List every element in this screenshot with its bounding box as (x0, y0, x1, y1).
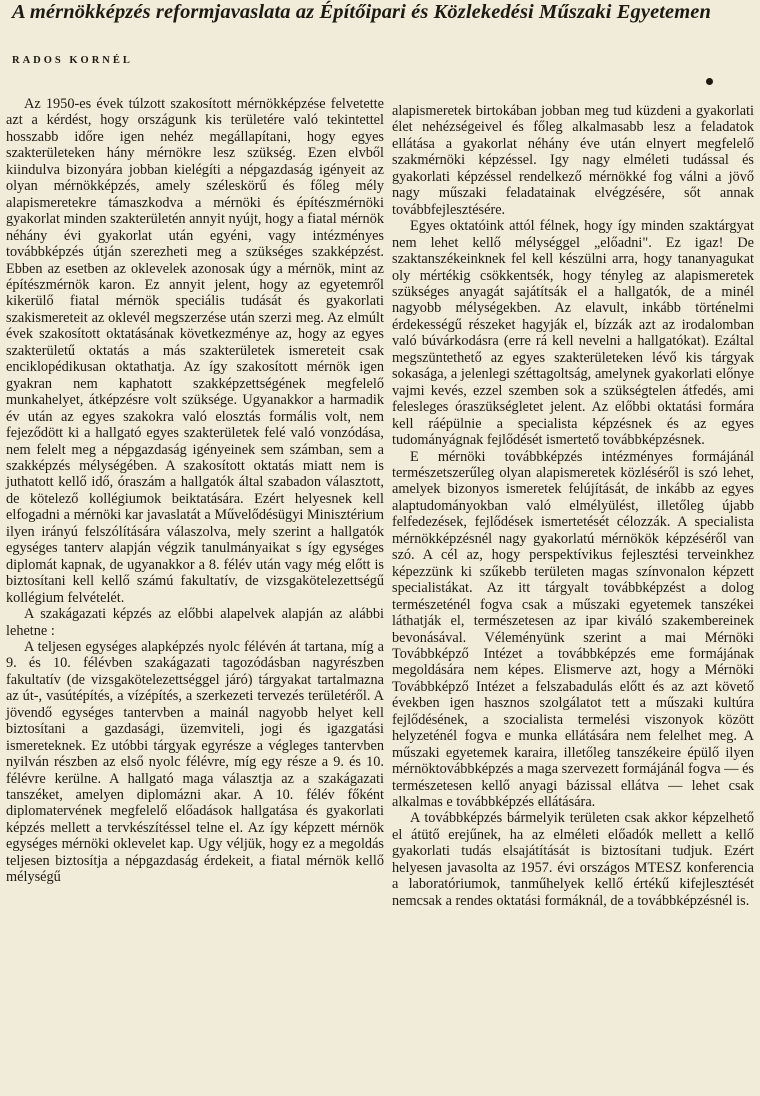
paragraph: Egyes oktatóink attól félnek, hogy így minden szaktárgyat nem lehet kellő mélységgel „előadni". Ez igaz! De szaktanszékeinknek fel kell készülni arra, hogy tananyagukat oly mértékig csökkentsék, hogy tényleg az alapismeretek szükséges anyagát sajátítsák el a hallgatók, de a minél nagyobb mélységekben. Az elavult, inkább történelmi érdekességű részeket hagyják el, bízzák azt az irodalomban való búvárkodásra (erre rá kell nevelni a hallgatókat). Ezáltal megszüntethető az egyes szakterületeken lévő kis tárgyak sokasága, a jelenlegi széttagoltság, amelynek gyakorlati előnye vajmi kevés, ezzel szemben sok a szükségtelen átfedés, ami felesleges óraszükségletet jelent. Az előbbi oktatási formára kell ráépülnie a specialista képzésnek és az egyes tudományágnak fejlődését ismertető továbbképzésnek. (392, 218, 754, 449)
paragraph: A teljesen egységes alapképzés nyolc félévén át tartana, míg a 9. és 10. félévben szakágazati tagozódásban nagyrészben fakultatív (de vizsgakötelezettséggel járó) tárgyakat tartalmazna az út-, vasútépítés, a vízépítés, a szerkezeti tervezés területéről. A jövendő egységes tantervben a mainál nagyobb helyet kell biztosítani a gazdasági, üzemviteli, jogi és igazgatási ismereteknek. Ez utóbbi tárgyak egyrésze a végleges tantervben nyilván részben az első nyolc félévre, míg egy része a 9. és 10. félévre kerülne. A hallgató maga választja az a szakágazati tanszéket, amelyen diplomázni akar. A 10. félév főként diplomatervének megfelelő előadások hallgatása és gyakorlati képzés mellett a tervkészítéssel telne el. Az így képzett mérnök egységes mérnöki oklevelet kap. Ugy véljük, hogy ez a megoldás teljesen biztosítja a népgazdaság érdekeit, a fiatal mérnök kellő mélységű (6, 638, 384, 886)
paragraph: E mérnöki továbbképzés intézményes formájánál természetszerűleg olyan alapismeretek közléséről is szó lehet, amelyek bizonyos ismeretek felújítását, de inkább az egyes alaptudományokban való elmélyülést, illetőleg újabb felfedezések, fejlődések ismertetését célozzák. A specialista mérnökképzésnél nagy gyakorlatú mérnökök képzéséről van szó. A cél az, hogy perspektívikus fejlesztési terveinkhez képezzünk ki szűkebb területen magas színvonalon képzett specialistákat. Az itt tárgyalt továbbképzést a dolog természeténél fogva csak a műszaki egyetemek tanszékei láthatják el, természetesen az ipar kiváló szakembereinek bevonásával. Véleményünk szerint a mai Mérnöki Továbbképző Intézet a továbbképzés eme formájának megoldására nem képes. Elismerve azt, hogy a Mérnöki Továbbképző Intézet a felszabadulás előtt és az azt követő években igen hasznos szolgálatot tett a műszaki kultúra fejlődésének, a szocialista termelési viszonyok között helyzeténél fogva e munka ellátására nem felelhet meg. A műszaki egyetemek karaira, illetőleg tanszékeire épülő ilyen mérnöktovábbképzés a maga szervezett formájánál fogva — és természetesen kellő anyagi bázissal ellátva — lehet csak alkalmas e továbbképzés ellátására. (392, 448, 754, 811)
left-column (6, 96, 384, 886)
paragraph: Az 1950-es évek túlzott szakosított mérnökképzése felvetette azt a kérdést, hogy országunk kis területére való tekintettel hosszabb időre igen nehéz megállapítani, hogy egyes szakterületeken hány mérnökre lesz szükség. Ezen elvből kiindulva bizonyára jobban kielégíti a népgazdaság igényeit az olyan mérnökképzés, amely széleskörű és főleg mély alapismeretekre támaszkodva a mérnöki és építészmérnöki gyakorlat minden szakterületén annyit nyújt, hogy a fiatal mérnök néhány évi gyakorlat után egyéni, vagy intézményes továbbképzés útján szerezheti meg a szükséges szakképzést. Ebben az esetben az oklevelek azonosak úgy a mérnök, mint az építészmérnök karon. Ez annyit jelent, hogy az egyetemről kikerülő fiatal mérnök speciális tudását és gyakorlati szakismereteit az oklevél megszerzése után szerzi meg. Az elmúlt évek szakosított oktatásának következménye az, hogy az egyes szakterületű oktatás a más szakterületek ismereteit csak enciklopédikusan oktathatja. Az így szakosított mérnök igen gyakran nem kaphatott szakképzettségének megfelelő munkahelyet, átképzésre volt szüksége. Ugyanakkor a harmadik év után az egyes szakokra való elosztás formális volt, nem fejeződött ki a hallgató egyes szakterületek felé való vonzódása, nem felelt meg a népgazdaság igényeinek sem számban, sem a szakképzés mélységében. A szakosított oktatás miatt nem is juthatott kellő idő, óraszám a hallgatók által szabadon választott, de kötelező kollégiumok beiktatására. Ezért helyesnek kell elfogadni a mérnöki kar javaslatát a Művelődésügyi Minisztérium ilyen irányú felszólítására válaszolva, mely szerint a hallgatók egységes tanterv alapján végzik tanulmányaikat s így egységes diplomát kapnak, de ugyanakkor a 8. félév után vagy még előtt is biztosítani kell kellő számú fakultatív, de vizsgakötelezettségű kollégium felvételét. (6, 96, 384, 606)
paragraph: alapismeretek birtokában jobban meg tud küzdeni a gyakorlati élet nehézségeivel és főleg alkalmasabb lesz a feladatok ellátása a gyakorlat néhány éve után elnyert megfelelő szakmérnöki képzéssel. Igy nagy elméleti tudással és gyakorlati képzéssel rendelkező mérnökké fog válni a jövő nagy műszaki feladatainak elvégzésére, sőt annak továbbfejlesztésére. (392, 103, 754, 218)
right-column (392, 103, 754, 909)
ink-spot (706, 78, 713, 85)
paragraph: A szakágazati képzés az előbbi alapelvek alapján az alábbi lehetne : (6, 606, 384, 639)
article-title: A mérnökképzés reformjavaslata az Építőipari és Közlekedési Műszaki Egyetemen (12, 1, 712, 23)
paragraph: A továbbképzés bármelyik területen csak akkor képzelhető el átütő erejűnek, ha az elméleti előadók mellett a kellő gyakorlati tudás elsajátítását is biztosítani tudjuk. Ezért helyesen javasolta az 1957. évi országos MTESZ konferencia a laboratóriumok, tanműhelyek kellő értékű kifejlesztését nemcsak a rendes oktatási formáknál, de a továbbképzésnél is. (392, 810, 754, 909)
article-author: RADOS KORNÉL (12, 55, 133, 66)
